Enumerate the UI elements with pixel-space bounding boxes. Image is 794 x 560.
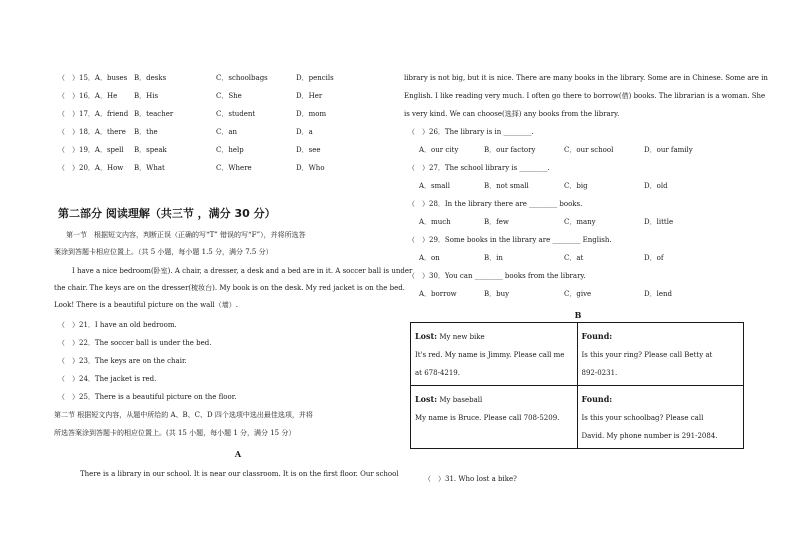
option-b: B．not small [484,182,529,190]
question-stem: （ ）30．You can ________ books from the library. [408,272,586,280]
letter-b: B [574,310,582,320]
lost-body: at 678-4219. [415,369,460,377]
option-d: D．pencils [296,74,334,82]
passage-a-line-4: is very kind. We can choose(选择) any books from the library. [404,110,620,118]
option-b: B．our factory [484,146,536,154]
question-number: （ ）20．A．How [58,164,124,172]
option-d: D．a [296,128,313,136]
option-a: A．on [419,254,440,262]
letter-a: A [234,449,242,459]
option-a: A．small [419,182,450,190]
option-d: D．lend [644,290,672,298]
question-stem: （ ）28．In the library there are ________ books. [408,200,583,208]
question-31: （ ）31. Who lost a bike? [424,475,517,483]
lost-bike-cell [411,323,578,386]
option-c: C．big [564,182,588,190]
option-b: B．What [134,164,165,172]
option-b: B．His [134,92,159,100]
option-d: D．Her [296,92,323,100]
passage-line-3: Look! There is a beautiful picture on the wall（墙）. [54,301,238,309]
sec1-intro-2: 案涂到答题卡相应位置上。（共 5 小题，每小题 1.5 分，满分 7.5 分） [54,248,273,256]
lost-title: My baseball [437,396,483,404]
tf-24: （ ）24．The jacket is red. [58,375,157,383]
option-c: C．help [216,146,244,154]
found-label: Found: [581,394,613,404]
option-c: C．student [216,110,256,118]
option-c: C．our school [564,146,614,154]
option-c: C．many [564,218,596,226]
option-b: B．few [484,218,509,226]
option-d: D．little [644,218,674,226]
tf-21: （ ）21．I have an old bedroom. [58,321,177,329]
option-d: D．Who [296,164,325,172]
found-ring-cell [577,323,744,386]
passage-a-line-1: There is a library in our school. It is near our classroom. It is on the first floor. Our school [80,470,399,478]
found-body: Is this your schoolbag? Please call [581,414,704,422]
tf-23: （ ）23．The keys are on the chair. [58,357,187,365]
option-c: C．Where [216,164,252,172]
lost-baseball-cell [411,386,578,449]
option-b: B．speak [134,146,167,154]
option-c: C．schoolbags [216,74,268,82]
found-body: 892-0231. [581,369,618,377]
option-b: B．in [484,254,503,262]
question-stem: （ ）27．The school library is ________. [408,164,550,172]
option-a: A．borrow [419,290,457,298]
option-c: C．an [216,128,238,136]
sec2-intro-1: 第二节 根据短文内容，从题中所给的 A、B、C、D 四个选项中选出最佳选项，并将 [54,411,313,419]
option-b: B．teacher [134,110,174,118]
question-number: （ ）16．A．He [58,92,118,100]
tf-25: （ ）25．There is a beautiful picture on the floor. [58,393,237,401]
question-stem: （ ）26．The library is in ________. [408,128,534,136]
question-number: （ ）18．A．there [58,128,126,136]
question-stem: （ ）29．Some books in the library are ________ English. [408,236,612,244]
question-number: （ ）15．A．buses [58,74,128,82]
option-c: C．at [564,254,584,262]
option-d: D．old [644,182,668,190]
lost-body: It's red. My name is Jimmy. Please call me [415,351,565,359]
passage-line-2: the chair. The keys are on the dresser(梳妆台). My book is on the desk. My red jacket is on the bed. [54,284,405,292]
option-b: B．desks [134,74,167,82]
lost-found-table [410,322,744,449]
passage-a-line-3: English. I like reading very much. I often go there to borrow(借) books. The librarian is a woman. She [404,92,766,100]
lost-label: Lost: [415,394,438,404]
table-row [411,323,744,386]
option-b: B．buy [484,290,510,298]
option-a: A．much [419,218,451,226]
option-d: D．our family [644,146,693,154]
lost-label: Lost: [415,331,438,341]
sec2-intro-2: 所选答案涂到答题卡的相应位置上。(共 15 小题，每小题 1 分，满分 15 分） [54,429,296,437]
question-number: （ ）19．A．spell [58,146,124,154]
option-c: C．give [564,290,592,298]
passage-a-line-2: library is not big, but it is nice. There are many books in the library. Some are in Chinese. Some are in [404,74,768,82]
option-d: D．mom [296,110,327,118]
question-number: （ ）17．A．friend [58,110,129,118]
lost-body: My name is Bruce. Please call 708-5209. [415,414,560,422]
option-c: C．She [216,92,242,100]
option-d: D．of [644,254,664,262]
found-label: Found: [581,331,613,341]
option-d: D．see [296,146,321,154]
table-row [411,386,744,449]
sec1-intro-1: 第一节 根据短文内容，判断正误（正确的写“T” 错误的写“F”），并将所选答 [66,231,306,239]
passage-line-1: I have a nice bedroom(卧室). A chair, a dresser, a desk and a bed are in it. A soccer ball is under [72,267,413,275]
found-schoolbag-cell [577,386,744,449]
option-b: B．the [134,128,158,136]
tf-22: （ ）22．The soccer ball is under the bed. [58,339,212,347]
lost-title: My new bike [437,333,485,341]
part2-title: 第二部分 阅读理解（共三节 ，满分 30 分） [58,207,276,220]
found-body: Is this your ring? Please call Betty at [581,351,713,359]
option-a: A．our city [419,146,459,154]
found-body: David. My phone number is 291-2084. [581,432,718,440]
